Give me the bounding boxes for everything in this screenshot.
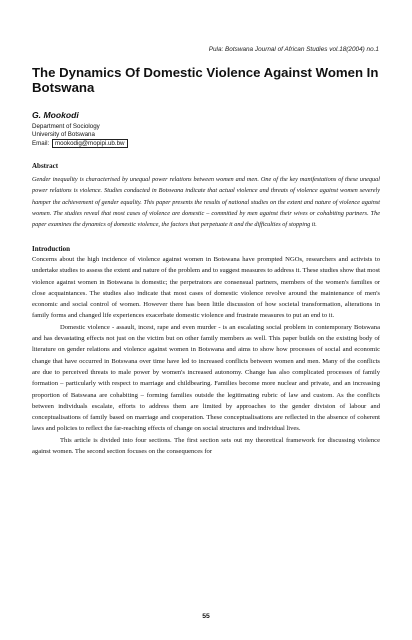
journal-citation: Pula: Botswana Journal of African Studies vol.18(2004) no.1: [208, 46, 379, 53]
introduction-body: [32, 254, 380, 457]
introduction-heading: Introduction: [32, 245, 70, 253]
abstract-heading: Abstract: [32, 162, 59, 170]
email-link[interactable]: mookodig@mopipi.ub.bw: [52, 139, 128, 148]
article-title: The Dynamics Of Domestic Violence Against Women In Botswana: [32, 65, 379, 95]
email-label: Email:: [32, 139, 50, 147]
author-affiliation: [32, 123, 128, 148]
paragraph: Domestic violence - assault, incest, rape and even murder - is an escalating social problem in contemporary Botswana and has devastating effects not just on the victim but on other family members as well. This paper builds on the existing body of literature on gender relations and violence against women in Botswana and aims to show how processes of social and economic change that have occurred in Botswana over time have led to increased conflicts between women and men. Many of the conflicts are due to perceived threats to male power by women's increased autonomy. Change has also complicated processes of family formation – particularly with respect to marriage and childbearing. Families become more nuclear and private, and an increasing proportion of Batswana are cohabiting – forming families outside the legitimating rubric of law and custom. As the conflicts between individuals escalate, efforts to address them are limited by approaches to the gender division of labour and conceptualisations of family based on marriage and cooperation. These conceptualisations are reflected in the absence of coherent laws and policies to reflect the far-reaching effects of change on social structures and individual lives.: [32, 323, 380, 433]
department: Department of Sociology: [32, 123, 100, 130]
page-number: 55: [202, 613, 210, 620]
abstract-text: Gender inequality is characterised by unequal power relations between women and men. One of the key manifestations of these unequal power relations is violence. Studies conducted in Botswana indicate that actual violence and threats of violence against women severely hamper the achievement of gender equality. This paper presents the results of national studies on the extent and nature of violence against women. The studies reveal that most cases of violence are domestic – committed by men against their wives or cohabiting partners. The paper examines the dynamics of domestic violence, the factors that perpetuate it and the difficulties of stopping it.: [32, 176, 380, 229]
email-line: [32, 140, 128, 148]
paragraph: This article is divided into four sections. The first section sets out my theoretical framework for discussing violence against women. The second section focuses on the consequences for: [32, 436, 380, 456]
author-name: G. Mookodi: [32, 110, 79, 120]
paragraph: Concerns about the high incidence of violence against women in Botswana have prompted NGOs, researchers and activists to undertake studies to assess the extent and nature of the problem and to suggest measures to address it. These studies show that most violence against women in Botswana is domestic; the perpetrators are consensual partners, members of the women's families or close acquaintances. The studies also indicate that most cases of domestic violence revolve around the maintenance of men's economic and social control of women. However there has been little discussion of how societal transformation, alterations in family forms and changed life experiences exacerbate domestic violence and frustrate measures to put an end to it.: [32, 256, 380, 320]
university: University of Botswana: [32, 131, 95, 139]
